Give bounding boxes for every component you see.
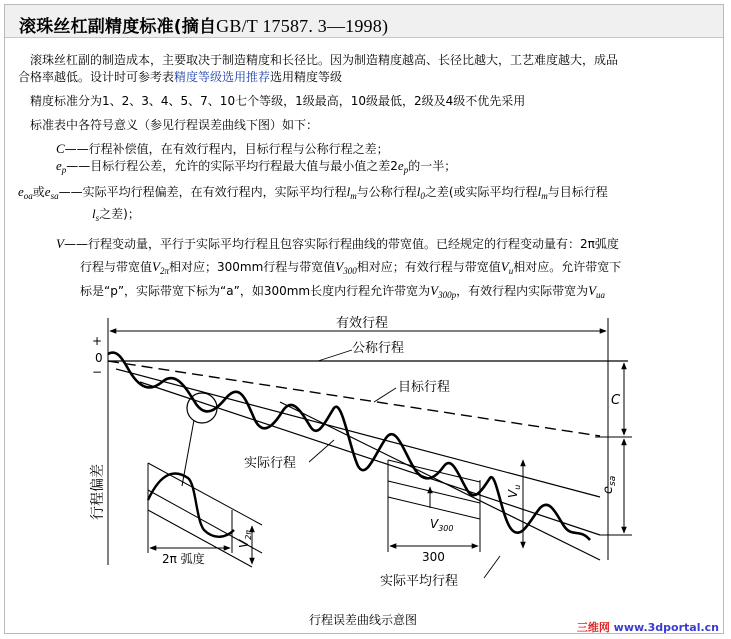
nominal-stroke-label: 公称行程 xyxy=(352,341,405,356)
stroke-error-diagram xyxy=(80,308,660,608)
nominal-leader xyxy=(318,350,352,361)
def-c: C——行程补偿值，在有效行程内，目标行程与公称行程之差； xyxy=(56,141,389,156)
actual-leader xyxy=(309,440,334,462)
def-v-line2: 行程与带宽值$V_{2\pi}$相对应；300mm行程与带宽值$V_{300}$相对应；有效行程与带宽值$V_u$相对应。允许带宽下 xyxy=(80,259,622,276)
def-eoa: $e_{oa}$或$e_{sa}——$实际平均行程偏差，在有效行程内，实际平均行程$l_m$与公称行程$l_0$之差(或实际平均行程$l_m$与目标行程 xyxy=(18,184,608,201)
vu-label: $V_u$ xyxy=(506,484,522,498)
target-stroke-line xyxy=(108,361,600,436)
target-leader xyxy=(374,388,396,402)
watermark: 三维网 www.3dportal.cn xyxy=(576,621,719,634)
def-eoa-cont: $l_s$之差)； xyxy=(92,206,140,223)
title-bar xyxy=(5,5,723,38)
intro-line-2: 合格率越低。设计时可参考表精度等级选用推荐选用精度等级 xyxy=(18,70,343,84)
v2pi-label: $V_{2\pi}$ xyxy=(237,529,253,548)
target-stroke-label: 目标行程 xyxy=(398,380,451,395)
actual-stroke-curve xyxy=(108,353,590,540)
detail-circle xyxy=(187,393,217,423)
page-title: 滚珠丝杠副精度标准(摘自GB/T 17587. 3—1998) xyxy=(19,16,389,37)
def-v-line3: 标是“p”，实际带宽下标为“a”，如300mm长度内行程允许带宽为$V_{300p}$，有效行程内实际带宽为$V_{ua}$ xyxy=(80,283,606,300)
mean-band-lower xyxy=(280,402,600,560)
precision-grade-link[interactable]: 精度等级选用推荐 xyxy=(174,70,271,84)
actual-stroke-label: 实际行程 xyxy=(244,456,297,471)
two-pi-detail xyxy=(148,463,262,567)
two-pi-arc-label: 2π 弧度 xyxy=(162,552,205,566)
v300-label: $V_{300}$ xyxy=(430,517,454,533)
mean-band-mid xyxy=(140,382,600,535)
dim-300-label: 300 xyxy=(422,550,445,564)
def-ep: $e_p——$目标行程公差，允许的实际平均行程最大值与最小值之差$2e_p$的一半； xyxy=(56,158,457,175)
stroke-deviation-label: 行程偏差 xyxy=(90,464,106,520)
mean-leader xyxy=(484,556,500,578)
zero-label: 0 xyxy=(95,351,103,365)
diagram-caption: 行程误差曲线示意图 xyxy=(309,613,418,627)
c-label: C xyxy=(611,393,621,408)
intro-line-1: 滚珠丝杠副的制造成本，主要取决于制造精度和长径比。因为制造精度越高、长径比越大，工艺难度越大，成品 xyxy=(30,53,619,67)
def-v-line1: V——行程变动量，平行于实际平均行程且包容实际行程曲线的带宽值。已经规定的行程变动量有：2π弧度 xyxy=(56,236,619,251)
actual-mean-stroke-label: 实际平均行程 xyxy=(380,574,459,589)
grades-line: 精度标准分为1、2、3、4、5、7、10七个等级，1级最高，10级最低，2级及4级不优先采用 xyxy=(30,94,526,108)
plus-sign: + xyxy=(92,334,103,348)
minus-sign: − xyxy=(92,365,103,379)
effective-stroke-label: 有效行程 xyxy=(336,316,389,331)
esa-label: $e_{sa}$ xyxy=(601,475,618,494)
symbols-intro: 标准表中各符号意义（参见行程误差曲线下图）如下： xyxy=(30,118,319,132)
